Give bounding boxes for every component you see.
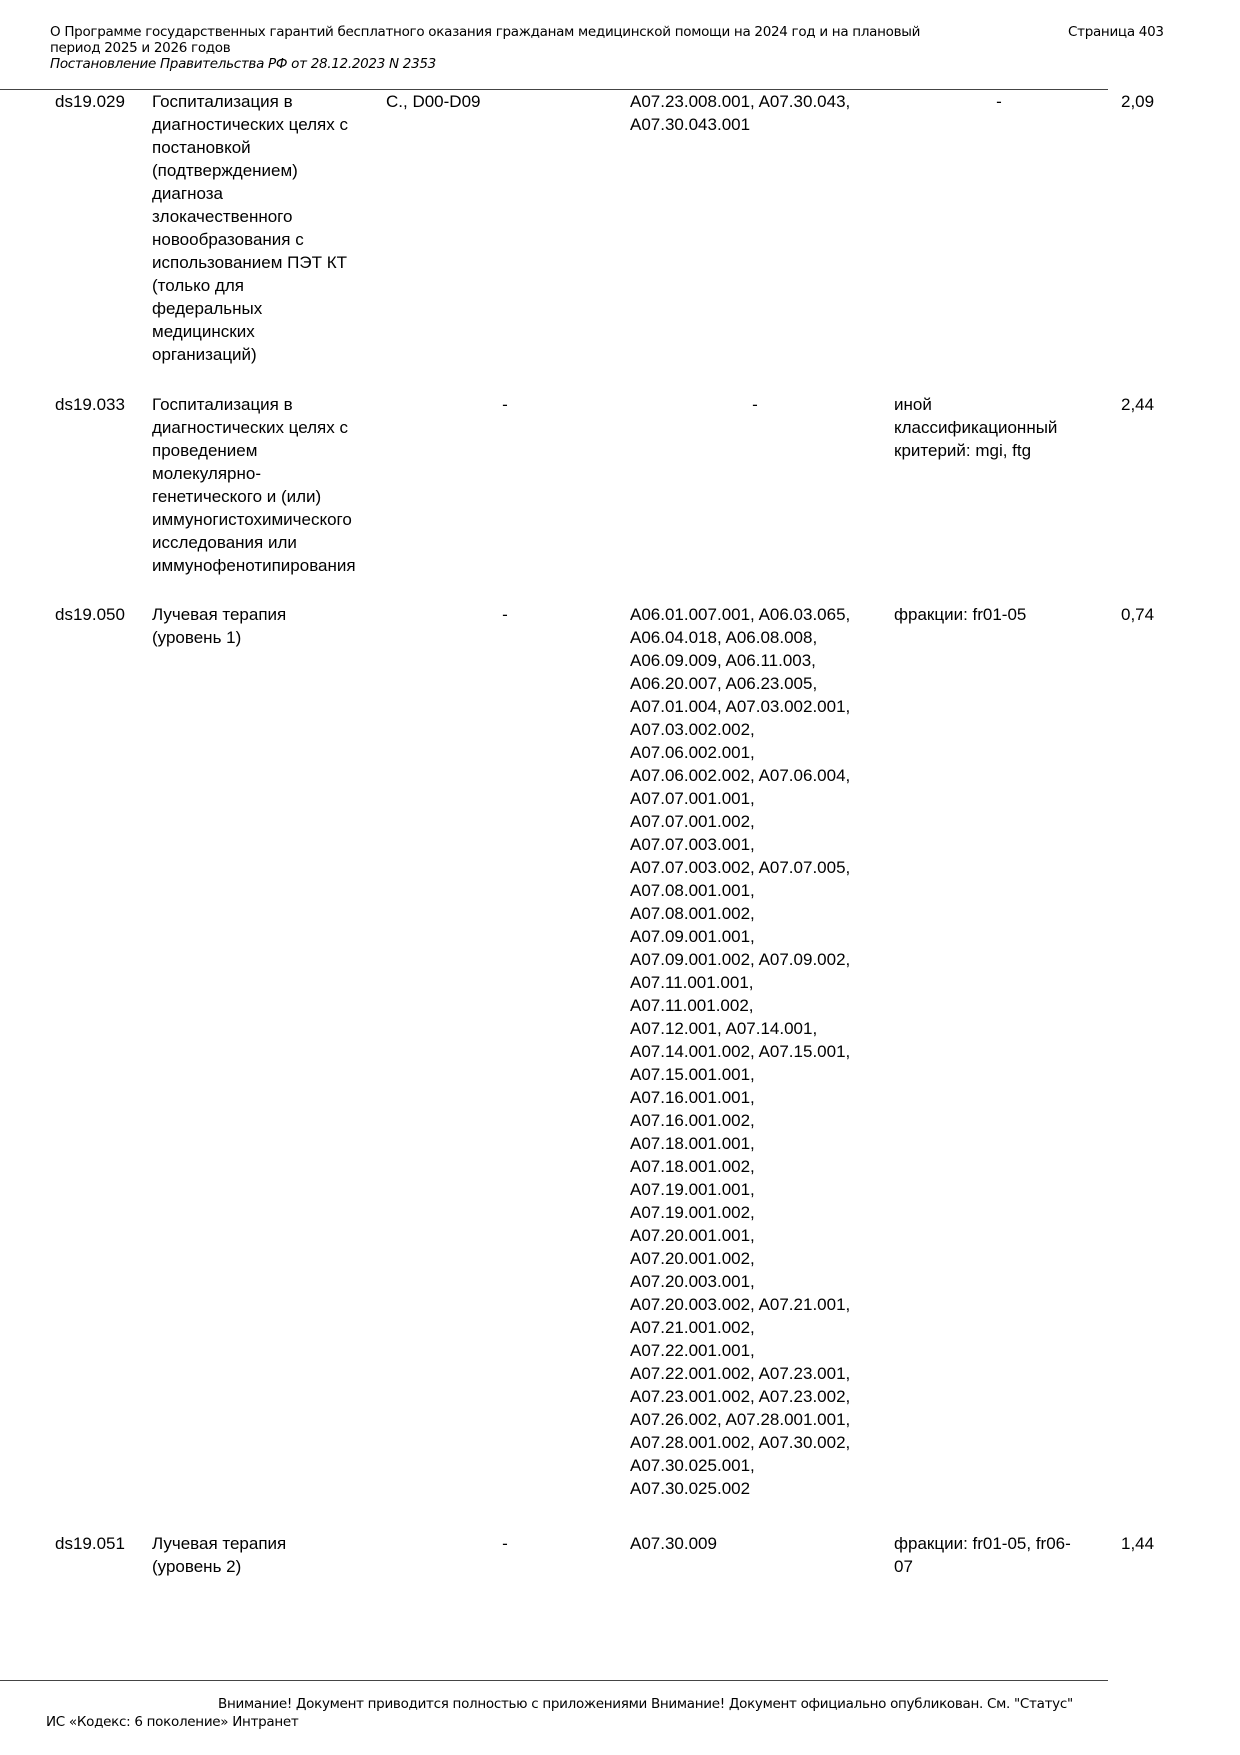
footer-system: ИС «Кодекс: 6 поколение» Интранет — [46, 1714, 299, 1730]
row-criteria: иной классификационный критерий: mgi, ftg — [894, 395, 1058, 460]
row-code: ds19.051 — [55, 1534, 125, 1553]
row-mkb: - — [502, 605, 508, 624]
row-name: Лучевая терапия (уровень 2) — [152, 1534, 287, 1576]
row-name: Госпитализация в диагностических целях с постановкой (подтверждением) диагноза злокачественного новообразования с использованием ПЭТ КТ (только для федеральных медицинских организаций) — [152, 92, 348, 364]
page-number: Страница 403 — [1068, 24, 1164, 40]
row-criteria: фракции: fr01-05 — [894, 605, 1027, 624]
row-criteria: фракции: fr01-05, fr06- 07 — [894, 1534, 1071, 1576]
row-name: Лучевая терапия (уровень 1) — [152, 605, 287, 647]
document-title-line2: период 2025 и 2026 годов — [50, 40, 231, 56]
row-coefficient: 0,74 — [1121, 605, 1155, 624]
row-services: A06.01.007.001, A06.03.065, A06.04.018, A06.08.008, A06.09.009, A06.11.003, A06.20.007, A06.23.005, A07.01.004, A07.03.002.001, A07.03.002.002, A07.06.002.001, A07.06.002.002, A07.06.004, A07.07.001.001, A07.07.001.002, A07.07.003.001, A07.07.003.002, A07.07.005, A07.08.001.001, A07.08.001.002, A07.09.001.001, A07.09.001.002, A07.09.002, A07.11.001.001, A07.11.001.002, A07.12.001, A07.14.001, A07.14.001.002, A07.15.001, A07.15.001.001, A07.16.001.001, A07.16.001.002, A07.18.001.001, A07.18.001.002, A07.19.001.001, A07.19.001.002, A07.20.001.001, A07.20.001.002, A07.20.003.001, A07.20.003.002, A07.21.001, A07.21.001.002, A07.22.001.001, A07.22.001.002, A07.23.001, A07.23.001.002, A07.23.002, A07.26.002, A07.28.001.001, A07.28.001.002, A07.30.002, A07.30.025.001, A07.30.025.002 — [630, 605, 851, 1498]
row-mkb: - — [502, 395, 508, 414]
row-code: ds19.050 — [55, 605, 125, 624]
row-services: A07.30.009 — [630, 1534, 717, 1553]
document-header — [50, 24, 1030, 72]
document-title-line1: О Программе государственных гарантий бесплатного оказания гражданам медицинской помощи на 2024 год и на плановый — [50, 24, 921, 40]
row-services: - — [752, 395, 758, 414]
row-code: ds19.033 — [55, 395, 125, 414]
footer-divider — [0, 1680, 1108, 1681]
row-mkb: - — [502, 1534, 508, 1553]
row-coefficient: 2,44 — [1121, 395, 1155, 414]
row-code: ds19.029 — [55, 92, 125, 111]
row-criteria: - — [996, 92, 1002, 111]
row-mkb: C., D00-D09 — [386, 92, 481, 111]
row-coefficient: 2,09 — [1121, 92, 1155, 111]
footer-warning: Внимание! Документ приводится полностью с приложениями Внимание! Документ официально опубликован. См. "Статус" — [218, 1696, 1073, 1712]
row-services: A07.23.008.001, A07.30.043, A07.30.043.001 — [630, 92, 851, 134]
row-name: Госпитализация в диагностических целях с проведением молекулярно- генетического и (или) иммуногистохимического исследования или иммунофенотипирования — [152, 395, 356, 575]
row-coefficient: 1,44 — [1121, 1534, 1155, 1553]
decree-reference: Постановление Правительства РФ от 28.12.2023 N 2353 — [50, 56, 436, 72]
